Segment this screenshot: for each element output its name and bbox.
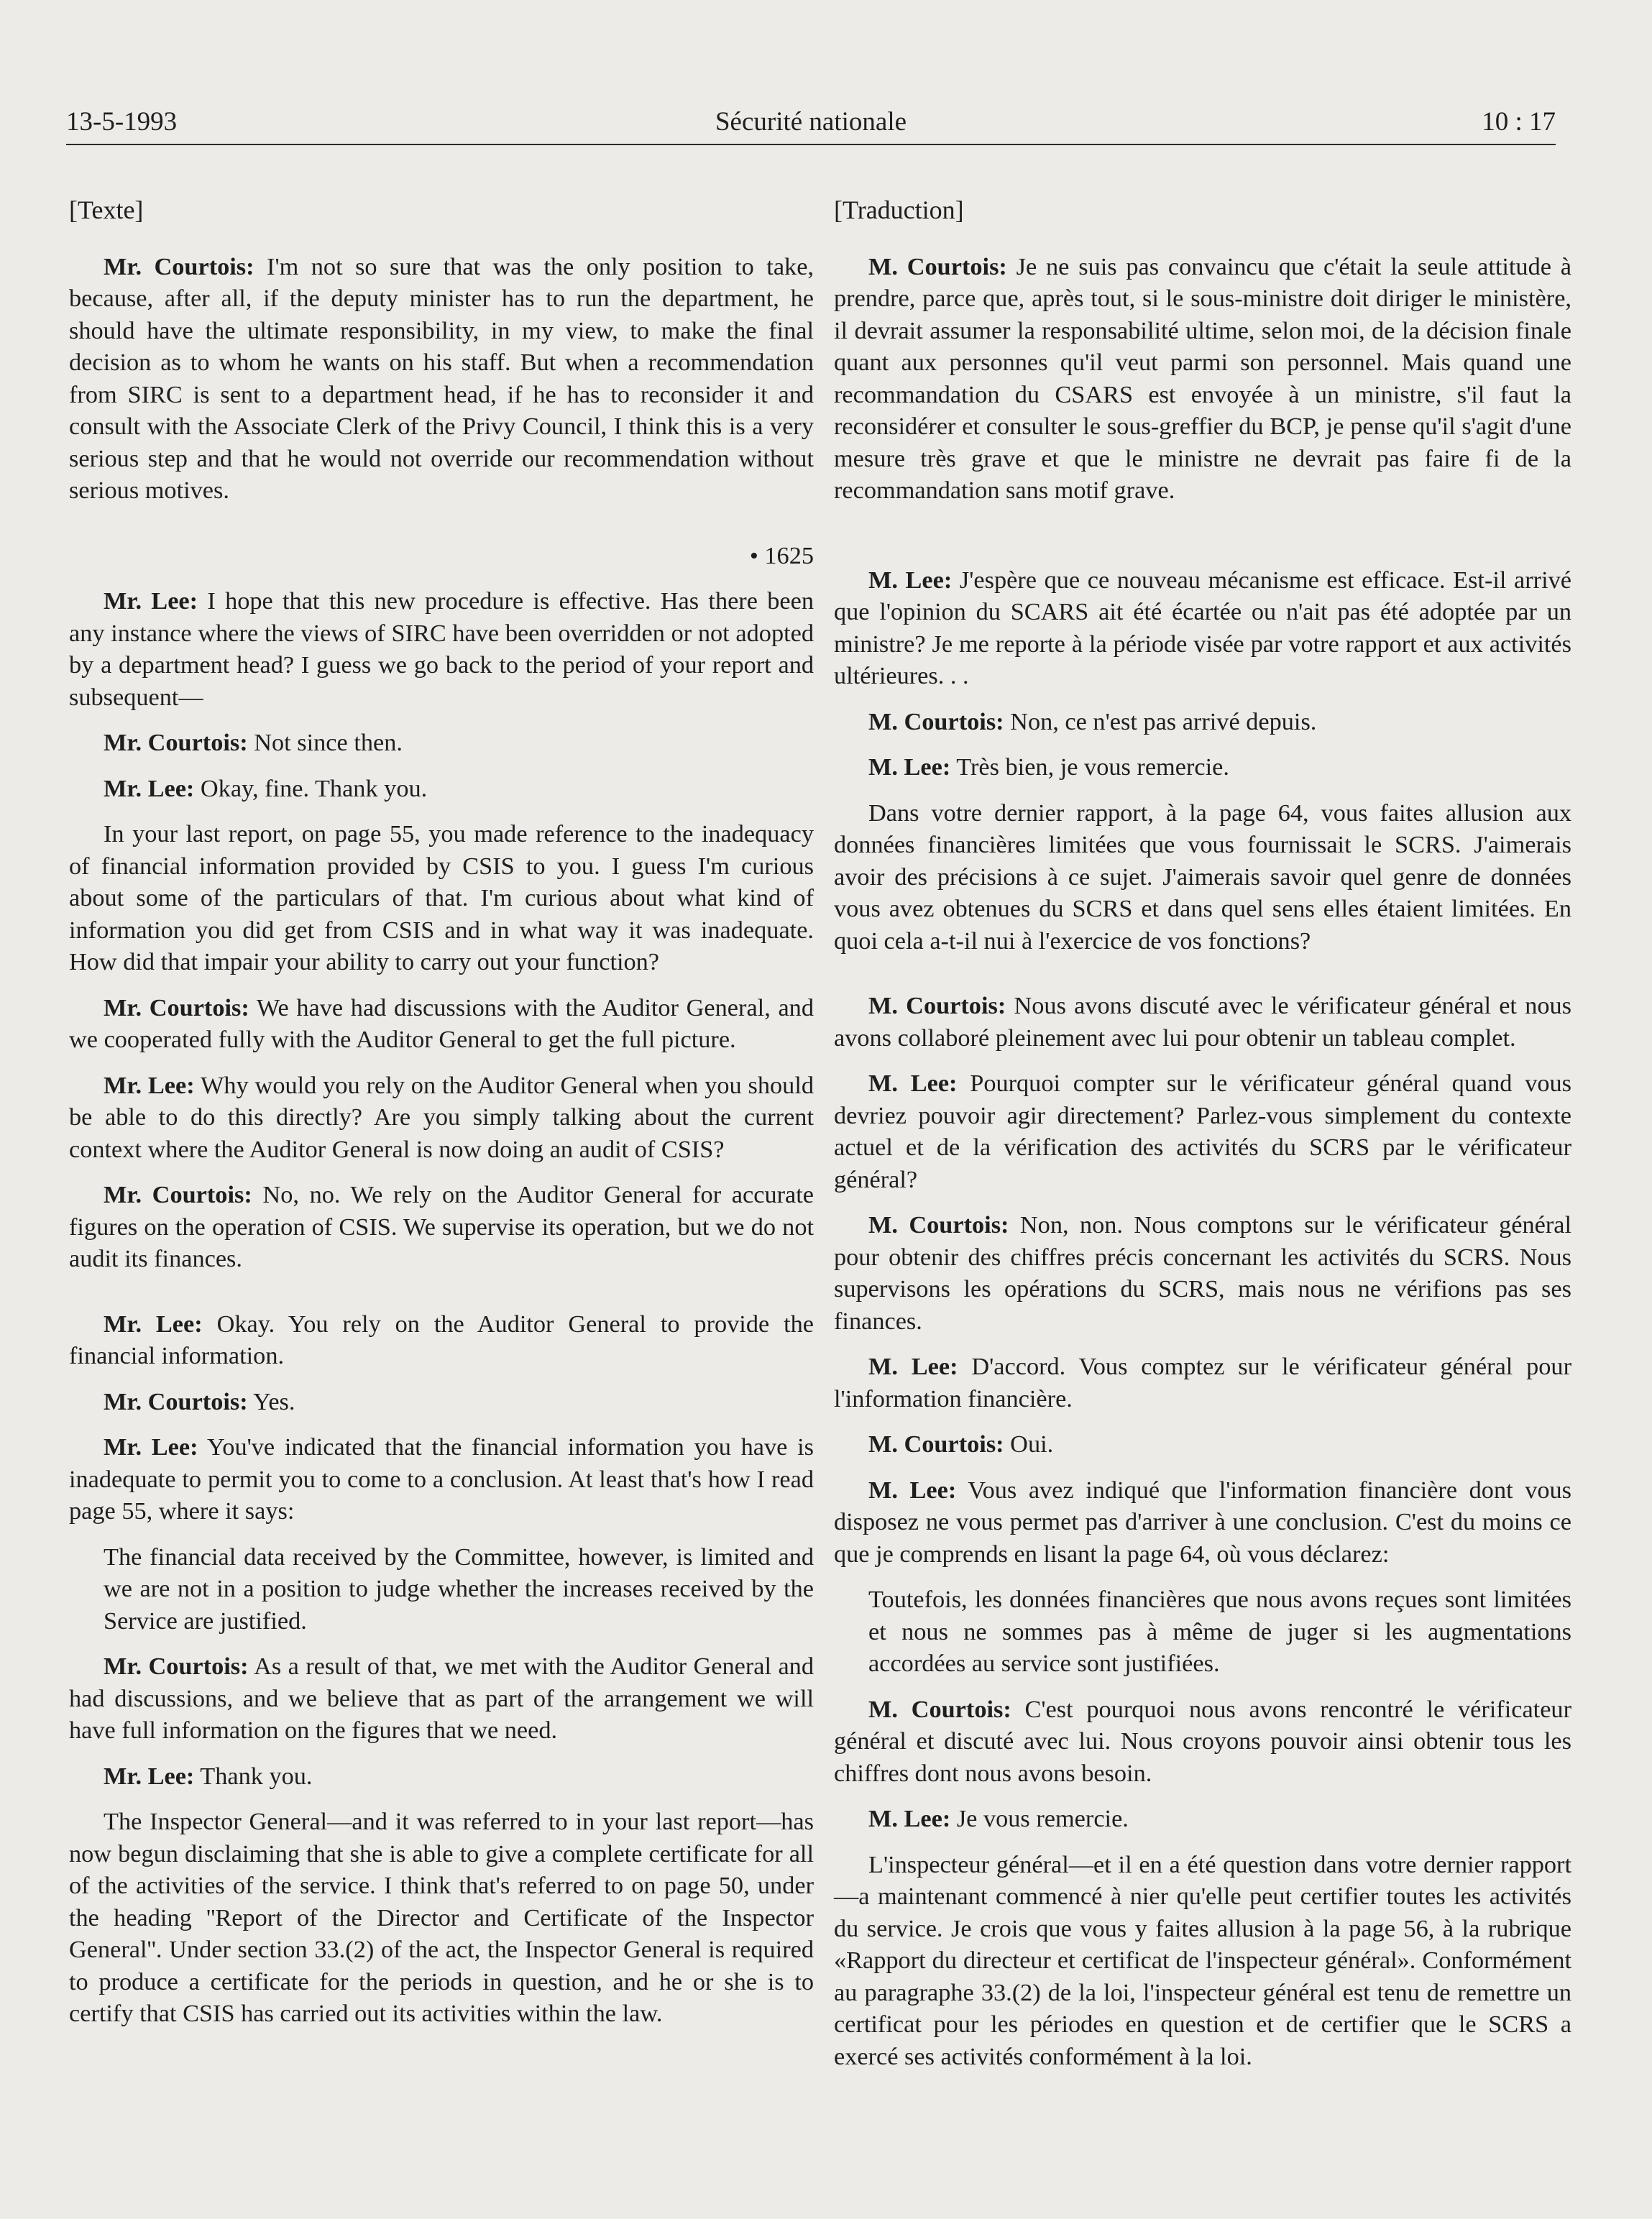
paragraph [834,251,1571,507]
paragraph [834,1474,1571,1571]
paragraph [69,818,814,978]
paragraph [69,773,814,805]
paragraph [69,1179,814,1275]
column-tag: [Traduction] [834,196,964,224]
speaker-name: Mr. Lee: [104,587,198,615]
speaker-name: Mr. Courtois: [104,1653,249,1680]
paragraph-text: Oui. [1004,1430,1054,1458]
paragraph-text: We have had discussions with the Auditor General, and we cooperated fully with the Auditor General to get the full picture. [69,993,814,1053]
paragraph-text: L'inspecteur général—et il en a été question dans votre dernier rapport—a maintenant commencé à nier qu'elle peut certifier toutes les activités du service. Je crois que vous y faites allusion à la page 56, à la rubrique «Rapport du directeur et certificat de l'inspecteur général». Conformément au paragraphe 33.(2) de la loi, l'inspecteur général est tenu de remettre un certificat pour les périodes en question et de certifier que le SCRS a exercé ses activités conformément à la loi. [834,1850,1571,2070]
paragraph [69,585,814,713]
french-column [834,194,1571,2086]
speaker-name: M. Lee: [868,566,953,594]
header-date: 13-5-1993 [66,107,178,137]
paragraph-text: You've indicated that the financial information you have is inadequate to permit you to come to a conclusion. At least that's how I read page 55, where it says: [69,1433,814,1525]
paragraph [69,1308,814,1372]
speaker-name: M. Courtois: [868,252,1007,280]
paragraph-text: As a result of that, we met with the Auditor General and had discussions, and we believe that as part of the arrangement we will have full information on the figures that we need. [69,1653,814,1744]
speaker-name: Mr. Lee: [104,1071,195,1099]
column-tag: [Texte] [69,196,144,224]
paragraph [69,1806,814,2030]
speaker-name: Mr. Lee: [104,774,195,802]
speaker-name: Mr. Lee: [104,1433,198,1461]
paragraph-text: Not since then. [247,729,403,756]
paragraph-text: I'm not so sure that was the only position to take, because, after all, if the deputy minister has to run the department, he should have the ultimate responsibility, in my view, to make the final decision as to whom he wants on his staff. But when a recommendation from SIRC is sent to a department head, if he has to reconsider it and consult with the Associate Clerk of the Privy Council, I think this is a very serious step and that he would not override our recommendation without serious motives. [69,252,814,504]
speaker-name: M. Courtois: [868,1695,1011,1723]
paragraph-text: Nous avons discuté avec le vérificateur général et nous avons collaboré pleinement avec lui pour obtenir un tableau complet. [834,992,1571,1052]
paragraph-text: The Inspector General—and it was referred to in your last report—has now begun disclaiming that she is able to give a complete certificate for all of the activities of the service. I think that's referred to on page 50, under the heading ''Report of the Director and Certificate of the Inspector General''. Under section 33.(2) of the act, the Inspector General is required to produce a certificate for the periods in question, and he or she is to certify that CSIS has carried out its activities within the law. [69,1808,814,2027]
paragraph-text: D'accord. Vous comptez sur le vérificateur général pour l'information financière. [834,1353,1572,1412]
paragraph [69,992,814,1056]
speaker-name: Mr. Lee: [104,1310,203,1338]
block-quote: The financial data received by the Committee, however, is limited and we are not in a position to judge whether the increases received by the Service are justified. [104,1543,814,1635]
speaker-name: Mr. Courtois: [104,252,254,280]
speaker-name: Mr. Courtois: [104,1181,252,1208]
speaker-name: M. Lee: [868,1070,958,1097]
paragraph-text: Okay, fine. Thank you. [194,774,428,802]
paragraph-text: J'espère que ce nouveau mécanisme est efficace. Est-il arrivé que l'opinion du SCARS ait été écartée ou n'ait pas été adoptée par un ministre? Je me reporte à la période visée par votre rapport et aux activités ultérieures. . . [834,566,1571,689]
paragraph-text: Pourquoi compter sur le vérificateur général quand vous devriez pouvoir agir directement? Parlez-vous simplement du contexte actuel et de la vérification des activités du SCRS par le vérificateur général? [834,1070,1571,1193]
paragraph [69,1431,814,1527]
speaker-name: Mr. Courtois: [104,993,249,1021]
paragraph-text: Okay. You rely on the Auditor General to provide the financial information. [69,1310,814,1369]
paragraph-text: Je ne suis pas convaincu que c'était la seule attitude à prendre, parce que, après tout, si le sous-ministre doit diriger le ministère, il devrait assumer la responsabilité ultime, selon moi, de la décision finale quant aux personnes qu'il veut parmi son personnel. Mais quand une recommandation du CSARS est envoyée à un ministre, s'il faut la reconsidérer et consulter le sous-greffier du BCP, je pense qu'il s'agit d'une mesure très grave et que le ministre ne devrait pas faire fi de la recommandation sans motif grave. [834,252,1571,504]
paragraph [834,564,1571,692]
paragraph [834,990,1571,1054]
header-title: Sécurité nationale [715,107,907,137]
running-header [66,106,1556,144]
paragraph-text: Vous avez indiqué que l'information financière dont vous disposez ne vous permet pas d'arriver à une conclusion. C'est du moins ce que je comprends en lisant la page 64, où vous déclarez: [834,1476,1571,1568]
paragraph-text: C'est pourquoi nous avons rencontré le vérificateur général et discuté avec lui. Nous croyons pouvoir ainsi obtenir tous les chiffres dont nous avons besoin. [834,1695,1571,1787]
paragraph [834,1803,1571,1835]
paragraph [834,1428,1571,1461]
paragraph [69,1650,814,1747]
paragraph-text: I hope that this new procedure is effective. Has there been any instance where the views of SIRC have been overridden or not adopted by a department head? I guess we go back to the period of your report and subsequent— [69,587,814,711]
paragraph-text: Yes. [247,1387,295,1415]
paragraph-text: Non, ce n'est pas arrivé depuis. [1004,707,1317,735]
paragraph [69,1070,814,1166]
speaker-name: Mr. Courtois: [104,729,248,756]
paragraph [834,706,1571,738]
paragraph-text: In your last report, on page 55, you made reference to the inadequacy of financial information provided by CSIS to you. I guess I'm curious about some of the particulars of that. I'm curious about what kind of information you did get from CSIS and in what way it was inadequate. How did that impair your ability to carry out your function? [69,820,814,975]
paragraph [69,1760,814,1793]
paragraph-text: Je vous remercie. [950,1805,1129,1832]
paragraph [834,1067,1571,1195]
paragraph [834,751,1571,784]
speaker-name: M. Lee: [868,1805,951,1832]
speaker-name: Mr. Lee: [104,1762,195,1790]
paragraph-text: Très bien, je vous remercie. [950,753,1229,781]
paragraph [834,1849,1571,2073]
paragraph [69,251,814,507]
paragraph [834,1351,1571,1415]
time-marker: • 1625 [749,541,814,569]
speaker-name: M. Courtois: [868,1211,1009,1239]
header-page-number: 10 : 17 [1482,107,1556,137]
speaker-name: M. Courtois: [868,707,1004,735]
header-rule [66,144,1556,145]
paragraph-text: Non, non. Nous comptons sur le vérificateur général pour obtenir des chiffres précis concernant les activités du SCRS. Nous supervisons les opérations du SCRS, mais nous ne vérifions pas ses finances. [834,1211,1571,1335]
paragraph-text: Thank you. [194,1762,313,1790]
paragraph-text: Why would you rely on the Auditor General when you should be able to do this directly? Are you simply talking about the current context where the Auditor General is now doing an audit of CSIS? [69,1071,814,1163]
paragraph [69,727,814,759]
paragraph [834,797,1571,957]
speaker-name: Mr. Courtois: [104,1387,248,1415]
paragraph-text: Dans votre dernier rapport, à la page 64, vous faites allusion aux données financières limitées que vous fournissait le SCRS. J'aimerais avoir des précisions à ce sujet. J'aimerais savoir quel genre de données vous avez obtenues du SCRS et dans quel sens elles étaient limitées. En quoi cela a-t-il nui à l'exercice de vos fonctions? [834,799,1571,955]
speaker-name: M. Courtois: [868,992,1006,1019]
english-column [69,194,814,2044]
paragraph-text: No, no. We rely on the Auditor General for accurate figures on the operation of CSIS. We supervise its operation, but we do not audit its finances. [69,1181,814,1272]
speaker-name: M. Lee: [868,1353,958,1380]
block-quote: Toutefois, les données financières que nous avons reçues sont limitées et nous ne sommes pas à même de juger si les augmentations accordées au service sont justifiées. [868,1586,1571,1677]
paragraph [69,1386,814,1418]
speaker-name: M. Lee: [868,1476,957,1504]
paragraph [834,1209,1571,1337]
speaker-name: M. Lee: [868,753,951,781]
paragraph [834,1694,1571,1790]
speaker-name: M. Courtois: [868,1430,1004,1458]
